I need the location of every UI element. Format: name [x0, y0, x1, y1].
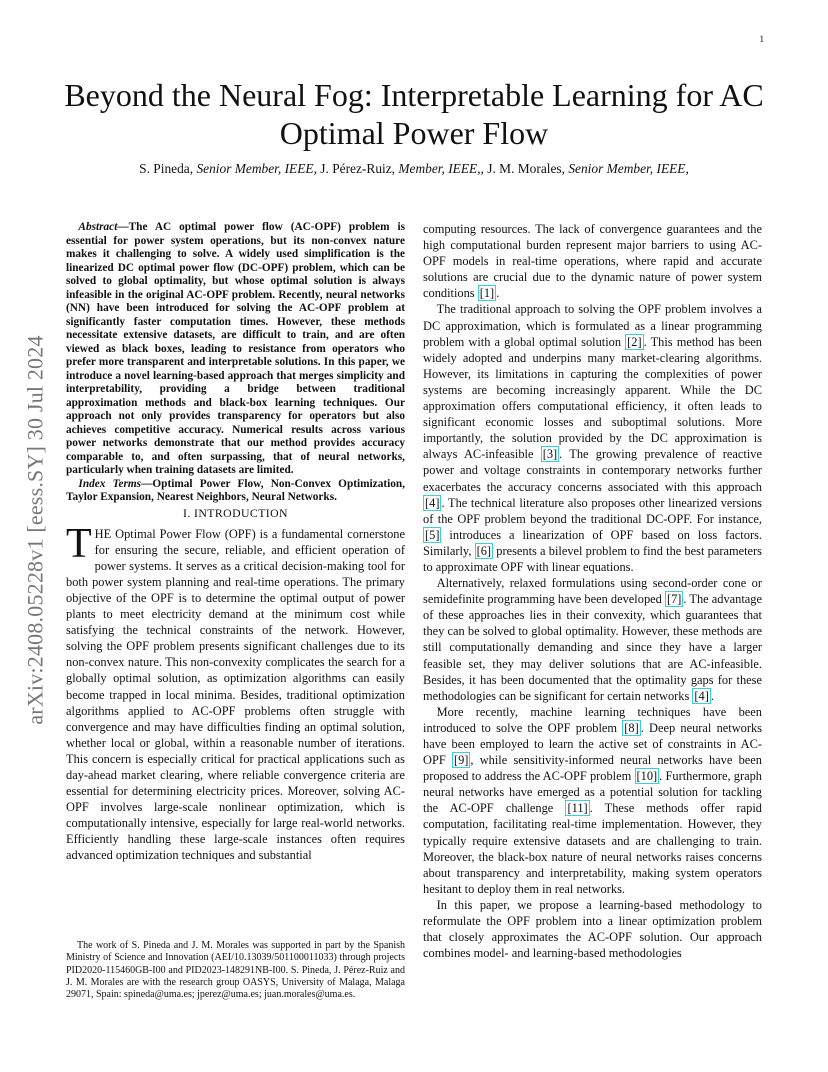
- arxiv-identifier: [23, 290, 49, 770]
- citation-link[interactable]: [2]: [627, 334, 642, 349]
- citation-link[interactable]: [1]: [479, 286, 495, 301]
- index-terms: [66, 478, 405, 505]
- footnote-text: The work of S. Pineda and J. M. Morales was supported in part by the Spanish Ministry of Science and Innovation (AEI/10.13039/501100011033) through projects PID2020-115460GB-I00 and PID2023-148291NB-I00. S. Pineda, J. Pérez-Ruiz and J. M. Morales are with the research group OASYS, University of Malaga, Malaga 29071, Spain: spineda@uma.es; jperez@uma.es; juan.morales@uma.es.: [66, 940, 405, 1001]
- abstract-label: Abstract: [78, 221, 118, 233]
- author-1-role: Senior Member, IEEE,: [196, 161, 317, 176]
- author-1-name: S. Pineda,: [139, 161, 197, 176]
- citation-link[interactable]: [9]: [453, 753, 469, 768]
- paragraph: [423, 221, 762, 301]
- text-run: presents a bilevel problem to find the best parameters to approximate OPF with linear equations.: [423, 543, 762, 574]
- intro-paragraph: [66, 520, 405, 864]
- abstract-text: —The AC optimal power flow (AC-OPF) problem is essential for power system operations, but its non-convex nature makes it challenging to solve. A widely used simplification is the linearized DC optimal power flow (DC-OPF) problem, which can be solved to global optimality, but whose optimal solution is always infeasible in the original AC-OPF problem. Recently, neural networks (NN) have been introduced for solving the AC-OPF problem at significantly faster computation times. However, these methods necessitate extensive datasets, are difficult to train, and are often viewed as black boxes, leading to resistance from operators who prefer more transparent and interpretable solutions. In this paper, we introduce a novel learning-based approach that merges simplicity and interpretability, providing a bridge between traditional approximation methods and black-box learning techniques. Our approach not only provides transparency for operators but also achieves competitive accuracy. Numerical results across various power networks demonstrate that our method provides accuracy comparable to, and often surpassing, that of neural networks, particularly when training datasets are limited.: [66, 221, 405, 476]
- text-run: .: [710, 688, 714, 703]
- intro-paragraph-text: HE Optimal Power Flow (OPF) is a fundamental cornerstone for ensuring the secure, reliable, and efficient operation of power systems. It serves as a critical decision-making tool for both power system planning and real-time operations. The primary objective of the OPF is to determine the optimal output of power plants to meet electricity demand at the minimum cost while satisfying the technical constraints of the network. However, solving the OPF problem presents significant challenges due to its non-convex nature. This non-convexity complicates the search for a globally optimal solution, as optimization algorithms can easily become trapped in local minima. Besides, traditional optimization algorithms applied to AC-OPF problems often struggle with convergence and may have difficulties finding an optimal solution, whether local or global, within a reasonable number of iterations. This concern is especially critical for practical applications such as day-ahead market clearing, where reliable convergence criteria are essential for determining electricity prices. Moreover, solving AC-OPF involves large-scale nonlinear optimization, which is computationally intensive, especially for large real-world networks. Efficiently handling these large-scale instances often requires advanced optimization techniques and substantial: [66, 526, 405, 863]
- text-run: . Furthermore, graph neural networks have emerged as a potential solution for tackling the AC-OPF challenge: [423, 769, 763, 816]
- abstract: [66, 221, 405, 478]
- author-2-name: J. Pérez-Ruiz,: [316, 161, 399, 176]
- paragraph: [423, 301, 762, 575]
- citation-link[interactable]: [11]: [567, 801, 588, 816]
- text-run: . The technical literature also proposes other linearized versions of the OPF problem beyond the traditional DC-OPF. For instance,: [423, 495, 762, 526]
- text-run: In this paper, we propose a learning-based methodology to reformulate the OPF problem into a linear optimization problem that closely approximates the AC-OPF solution. Our approach combines model- and learning-based methodologies: [423, 897, 762, 961]
- text-run: More recently, machine learning techniques have been introduced to solve the OPF problem: [423, 704, 762, 735]
- text-run: . The growing prevalence of reactive power and voltage constraints in contemporary networks further exacerbates the accuracy concerns associated with this approach: [423, 447, 762, 494]
- text-run: , while sensitivity-informed neural networks have been proposed to address the AC-OPF problem: [423, 753, 762, 784]
- page-number: 1: [759, 34, 764, 44]
- citation-link[interactable]: [8]: [624, 720, 639, 735]
- paper-title: Beyond the Neural Fog: Interpretable Learning for AC Optimal Power Flow: [64, 77, 764, 151]
- citation-link[interactable]: [7]: [666, 592, 682, 607]
- citation-link[interactable]: [4]: [425, 495, 440, 510]
- right-column: [423, 221, 762, 961]
- text-run: Alternatively, relaxed formulations using second-order cone or semidefinite programming have been developed: [423, 576, 762, 607]
- author-3-role: Senior Member, IEEE,: [568, 161, 689, 176]
- text-run: . The advantage of these approaches lies in their convexity, which guarantees that they can be solved to global optimality. However, these methods are still computationally demanding and since they have a larger feasible set, they may deliver solutions that are AC-infeasible. Besides, it has been documented that the optimality gaps for these methodologies can be significant for certain networks: [423, 592, 762, 703]
- paragraph: [423, 575, 762, 704]
- text-run: . This method has been widely adopted and underpins many market-clearing algorithms. However, its limitations in capturing the complexities of power systems are becoming increasingly apparent. While the DC approximation offers computational efficiency, it often leads to significant economic losses and suboptimal solutions. More importantly, the solution provided by the DC approximation is always AC-infeasible: [423, 334, 762, 462]
- author-2-role: Member, IEEE,: [398, 161, 481, 176]
- section-heading: I. INTRODUCTION: [183, 505, 288, 520]
- citation-link[interactable]: [3]: [542, 447, 558, 462]
- index-terms-label: Index Terms: [78, 477, 142, 490]
- text-run: . These methods offer rapid computation, facilitating real-time implementation. However, they typically require extensive datasets and are challenging to train. Moreover, the black-box nature of neural networks raises concerns about transparency and interpretability, making system operators hesitant to deploy them in real networks.: [423, 801, 762, 896]
- dropcap: T: [66, 520, 92, 567]
- author-3-name: , J. M. Morales,: [480, 161, 569, 176]
- index-terms-text: —Optimal Power Flow, Non-Convex Optimization, Taylor Expansion, Nearest Neighbors, Neural Networks.: [66, 477, 405, 503]
- footnote: [66, 940, 405, 1001]
- text-run: computing resources. The lack of convergence guarantees and the high computational burden represent major barriers to using AC-OPF models in real-time operations, where rapid and accurate solutions are crucial due to the dynamic nature of power system conditions: [423, 222, 762, 301]
- citation-link[interactable]: [4]: [694, 688, 709, 703]
- text-run: introduces a linearization of OPF based on loss factors. Similarly,: [423, 527, 762, 558]
- paragraph: [423, 704, 762, 897]
- paragraph: [423, 897, 762, 961]
- arxiv-identifier-text: arXiv:2408.05228v1 [eess.SY] 30 Jul 2024: [23, 335, 48, 725]
- text-run: .: [496, 286, 500, 301]
- text-run: . Deep neural networks have been employed to learn the active set of constraints in AC-OPF: [423, 720, 762, 768]
- citation-link[interactable]: [6]: [476, 543, 492, 558]
- citation-link[interactable]: [10]: [636, 769, 658, 784]
- left-column: [66, 221, 405, 864]
- text-run: The traditional approach to solving the OPF problem involves a DC approximation, which is formulated as a linear programming problem with a global optimal solution: [423, 302, 762, 349]
- author-line: [62, 161, 766, 177]
- citation-link[interactable]: [5]: [425, 527, 440, 542]
